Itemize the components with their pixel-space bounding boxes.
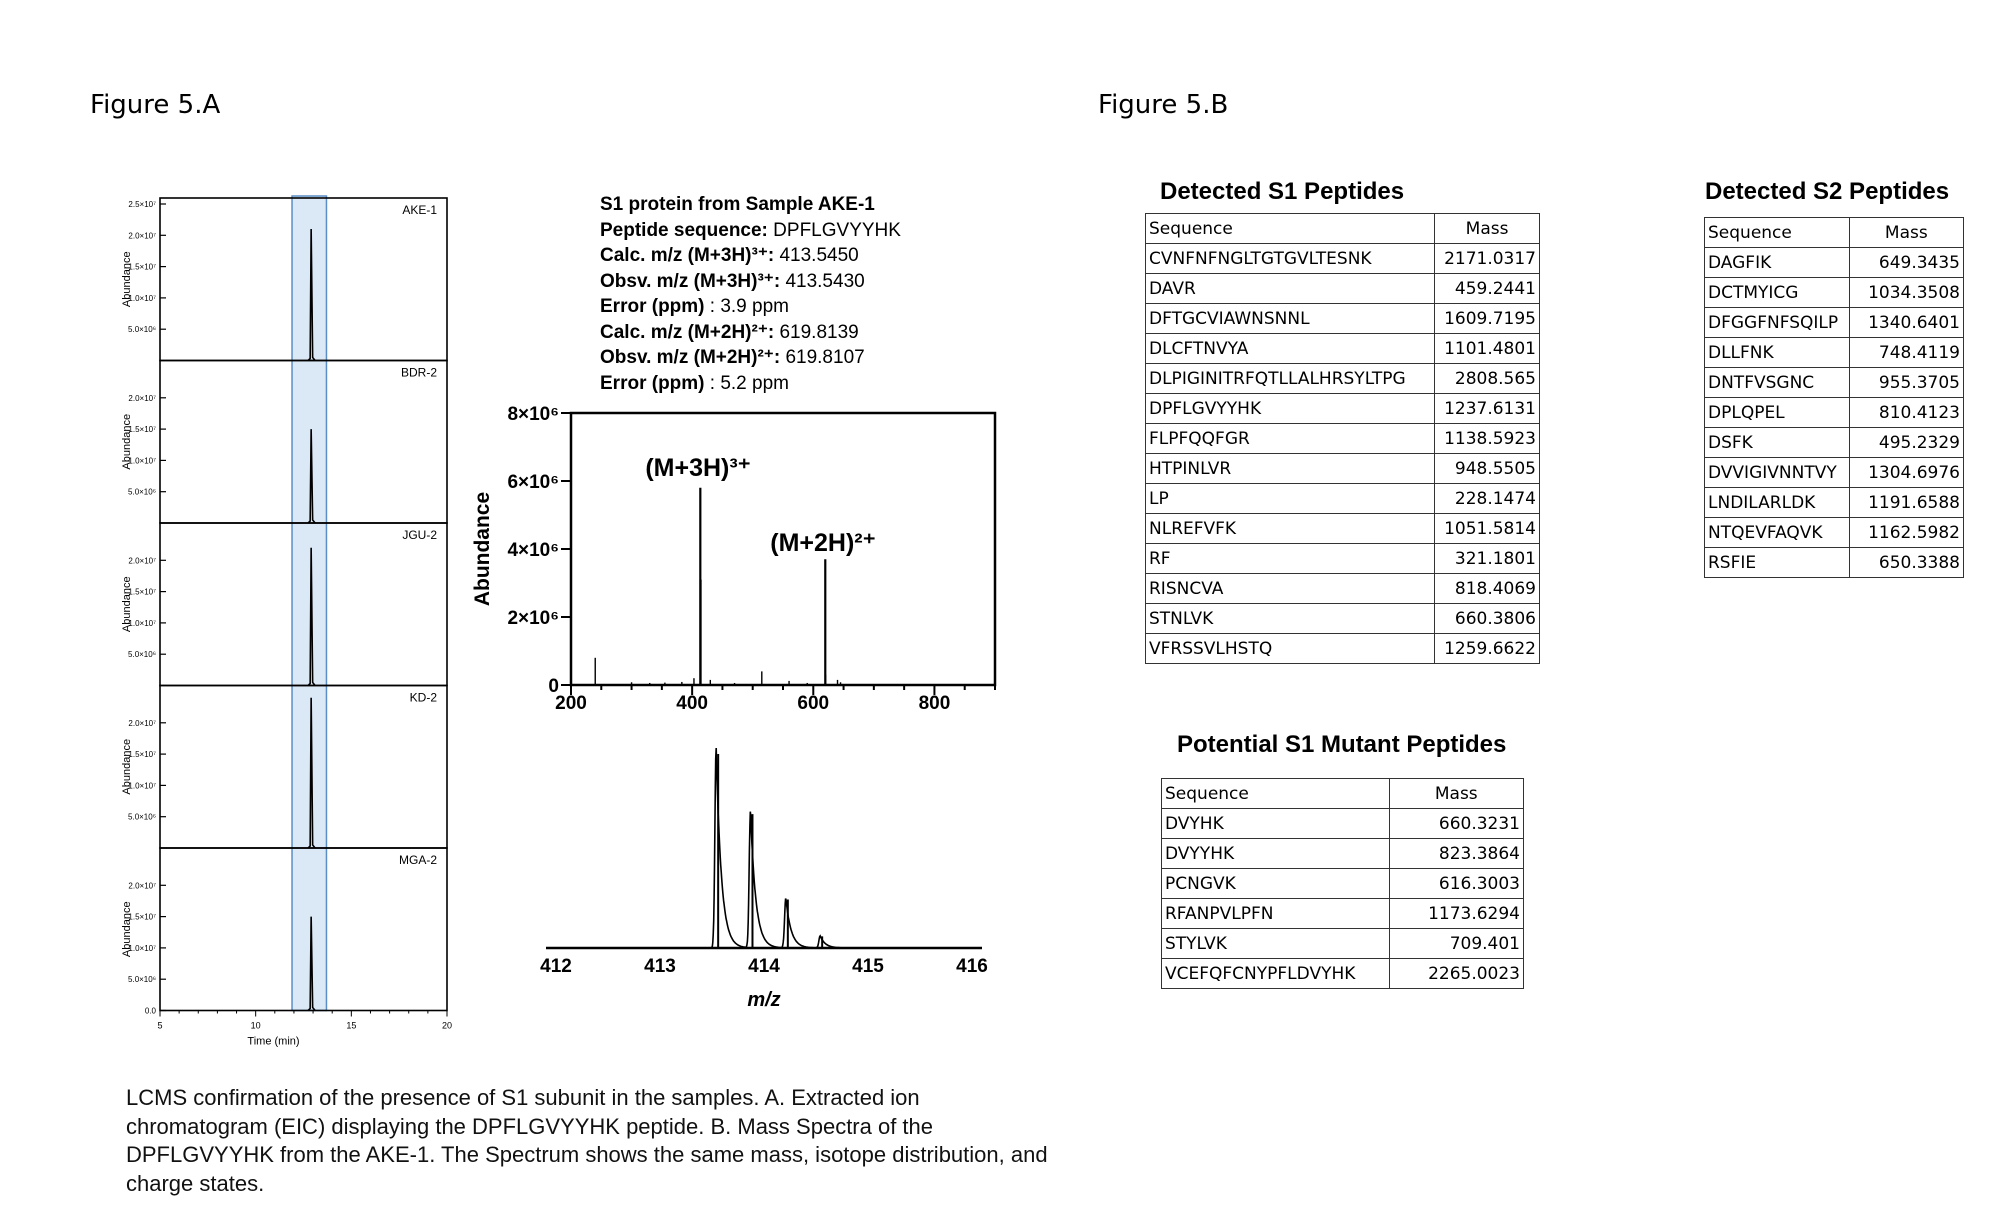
sequence-cell: DVYYHK (1162, 839, 1390, 869)
ms-x-tick-label: 200 (555, 693, 587, 714)
eic-y-tick-label: 2.0×10⁷ (128, 393, 156, 403)
mass-cell: 948.5505 (1435, 454, 1540, 484)
eic-x-tick-label: 10 (250, 1020, 261, 1031)
table-row (1146, 394, 1540, 424)
iso-x-tick-label: 416 (956, 956, 988, 977)
ms-y-axis-label: Abundance (471, 491, 494, 607)
table-row (1705, 338, 1964, 368)
header-mass: Mass (1435, 214, 1540, 244)
sequence-cell: NLREFVFK (1146, 514, 1435, 544)
eic-y-tick-label: 1.5×10⁷ (128, 425, 156, 435)
spectrum-info-value: 619.8107 (780, 347, 865, 368)
table-header-row (1162, 779, 1524, 809)
eic-y-tick-label: 1.5×10⁷ (128, 587, 156, 597)
eic-y-tick-label: 2.5×10⁷ (128, 200, 156, 209)
eic-y-tick-label: 5.0×10⁶ (128, 812, 156, 822)
ms-y-tick-label: 4×10⁶ (507, 540, 559, 561)
mass-cell: 818.4069 (1435, 574, 1540, 604)
mass-cell: 495.2329 (1849, 428, 1963, 458)
mass-cell: 650.3388 (1849, 548, 1963, 578)
mass-cell: 1138.5923 (1435, 424, 1540, 454)
eic-y-tick-label: 1.5×10⁷ (128, 262, 156, 272)
table-s2-title: Detected S2 Peptides (1705, 178, 1950, 205)
spectrum-info-value: DPFLGVYYHK (767, 219, 901, 241)
spectrum-info-value: 413.5430 (780, 270, 865, 292)
table-row (1162, 809, 1524, 839)
eic-y-axis-label: Abundance (121, 251, 133, 308)
spectrum-info-line (600, 371, 901, 397)
sequence-cell: LNDILARLDK (1705, 488, 1850, 518)
spectrum-info-value: : 3.9 ppm (704, 296, 789, 317)
spectrum-info-line (600, 294, 901, 320)
sequence-cell: VFRSSVLHSTQ (1146, 634, 1435, 664)
iso-x-tick-label: 413 (644, 956, 676, 977)
eic-y-tick-label: 2.0×10⁷ (128, 231, 156, 241)
mass-cell: 2808.565 (1435, 364, 1540, 394)
mass-cell: 1237.6131 (1435, 394, 1540, 424)
table-row (1146, 484, 1540, 514)
spectrum-info-line (600, 345, 901, 371)
sequence-cell: RSFIE (1705, 548, 1850, 578)
sequence-cell: DPFLGVYYHK (1146, 394, 1435, 424)
eic-panel (121, 523, 447, 686)
sequence-cell: STNLVK (1146, 604, 1435, 634)
sequence-cell: DLPIGINITRFQTLLALHRSYLTPG (1146, 364, 1435, 394)
eic-y-tick-label: 0.0 (144, 1006, 156, 1016)
ms-annotation-2h: (M+2H)²⁺ (770, 529, 876, 558)
table-s1-title: Detected S1 Peptides (1160, 178, 1405, 205)
eic-x-tick-label: 15 (346, 1020, 357, 1031)
mass-cell: 2171.0317 (1435, 244, 1540, 274)
sequence-cell: DSFK (1705, 428, 1850, 458)
sequence-cell: DCTMYICG (1705, 278, 1850, 308)
spectrum-info-label: Peptide sequence: (600, 219, 768, 241)
mass-cell: 709.401 (1389, 929, 1523, 959)
spectrum-info-label: Obsv. m/z (M+3H)³⁺: (600, 270, 781, 292)
spectrum-info-label: Calc. m/z (M+3H)³⁺: (600, 245, 775, 266)
eic-panel-label: MGA-2 (398, 853, 437, 867)
iso-x-tick-label: 414 (748, 956, 780, 977)
ms-y-tick-label: 6×10⁶ (507, 472, 559, 493)
header-sequence: Sequence (1705, 218, 1850, 248)
sequence-cell: VCEFQFCNYPFLDVYHK (1162, 959, 1390, 989)
mass-cell: 459.2441 (1435, 274, 1540, 304)
eic-y-tick-label: 1.5×10⁷ (128, 912, 156, 922)
table-row (1146, 454, 1540, 484)
mass-cell: 823.3864 (1389, 839, 1523, 869)
table-row (1146, 424, 1540, 454)
spectrum-info-line (600, 243, 901, 269)
header-mass: Mass (1849, 218, 1963, 248)
table-row (1162, 929, 1524, 959)
sequence-cell: HTPINLVR (1146, 454, 1435, 484)
sequence-cell: DNTFVSGNC (1705, 368, 1850, 398)
mass-cell: 321.1801 (1435, 544, 1540, 574)
header-sequence: Sequence (1162, 779, 1390, 809)
table-row (1146, 304, 1540, 334)
table-row (1705, 278, 1964, 308)
table-row (1705, 248, 1964, 278)
sequence-cell: LP (1146, 484, 1435, 514)
iso-profile (556, 748, 972, 948)
mass-cell: 660.3806 (1435, 604, 1540, 634)
spectrum-info-label: Calc. m/z (M+2H)²⁺: (600, 321, 775, 343)
mass-cell: 649.3435 (1849, 248, 1963, 278)
sequence-cell: NTQEVFAQVK (1705, 518, 1850, 548)
sequence-cell: DPLQPEL (1705, 398, 1850, 428)
table-row (1162, 869, 1524, 899)
mass-cell: 2265.0023 (1389, 959, 1523, 989)
table-header-row (1146, 214, 1540, 244)
table-s1 (1145, 213, 1540, 664)
iso-x-tick-label: 415 (852, 956, 884, 977)
mass-cell: 1034.3508 (1849, 278, 1963, 308)
table-row (1146, 244, 1540, 274)
eic-y-axis-label: Abundance (121, 576, 133, 633)
table-row (1705, 428, 1964, 458)
mass-cell: 1051.5814 (1435, 514, 1540, 544)
table-row (1705, 548, 1964, 578)
table-row (1146, 274, 1540, 304)
table-row (1146, 604, 1540, 634)
mass-cell: 228.1474 (1435, 484, 1540, 514)
table-row (1705, 518, 1964, 548)
spectrum-info-value: 619.8139 (774, 321, 859, 343)
table-row (1705, 398, 1964, 428)
mass-cell: 810.4123 (1849, 398, 1963, 428)
mass-cell: 1101.4801 (1435, 334, 1540, 364)
header-sequence: Sequence (1146, 214, 1435, 244)
eic-panel (121, 198, 447, 361)
spectrum-info (600, 192, 901, 396)
eic-y-tick-label: 2.0×10⁷ (128, 718, 156, 728)
eic-y-tick-label: 1.5×10⁷ (128, 750, 156, 760)
mass-cell: 1304.6976 (1849, 458, 1963, 488)
sequence-cell: RFANPVLPFN (1162, 899, 1390, 929)
ms-y-tick-label: 0 (548, 676, 559, 697)
mass-cell: 1173.6294 (1389, 899, 1523, 929)
eic-y-axis-label: Abundance (121, 413, 133, 470)
ms-x-tick-label: 400 (676, 693, 708, 714)
eic-y-tick-label: 1.0×10⁷ (128, 456, 156, 466)
mass-cell: 1609.7195 (1435, 304, 1540, 334)
eic-y-axis-label: Abundance (121, 738, 133, 795)
header-mass: Mass (1389, 779, 1523, 809)
sequence-cell: DVYHK (1162, 809, 1390, 839)
spectrum-info-label: Error (ppm) (600, 296, 705, 317)
mass-cell: 1340.6401 (1849, 308, 1963, 338)
table-row (1162, 899, 1524, 929)
table-row (1705, 308, 1964, 338)
table-row (1705, 368, 1964, 398)
table-row (1162, 839, 1524, 869)
sequence-cell: STYLVK (1162, 929, 1390, 959)
table-row (1162, 959, 1524, 989)
spectrum-info-value: : 5.2 ppm (704, 372, 789, 394)
highlight-band (292, 196, 326, 1011)
sequence-cell: DLCFTNVYA (1146, 334, 1435, 364)
sequence-cell: DFGGFNFSQILP (1705, 308, 1850, 338)
eic-x-tick-label: 20 (441, 1020, 453, 1031)
table-mutant (1161, 778, 1524, 989)
spectrum-info-value: 413.5450 (774, 245, 859, 266)
mass-cell: 660.3231 (1389, 809, 1523, 839)
ms-x-tick-label: 800 (918, 693, 951, 714)
table-row (1146, 544, 1540, 574)
ms-annotation-3h: (M+3H)³⁺ (645, 453, 751, 482)
mass-spectrum-chart (465, 395, 1005, 715)
eic-y-tick-label: 1.0×10⁷ (128, 781, 156, 791)
mass-cell: 748.4119 (1849, 338, 1963, 368)
eic-y-tick-label: 5.0×10⁶ (128, 487, 156, 497)
eic-y-tick-label: 2.0×10⁷ (128, 881, 156, 891)
eic-y-tick-label: 1.0×10⁷ (128, 618, 156, 628)
eic-y-axis-label: Abundance (121, 901, 133, 958)
eic-chromatograms (110, 190, 470, 1060)
table-row (1146, 574, 1540, 604)
sequence-cell: RF (1146, 544, 1435, 574)
eic-y-tick-label: 5.0×10⁶ (128, 650, 156, 660)
spectrum-info-line (600, 218, 901, 244)
eic-panel (121, 686, 447, 849)
spectrum-info-line (600, 269, 901, 295)
table-header-row (1705, 218, 1964, 248)
spectrum-info-label: Obsv. m/z (M+2H)²⁺: (600, 347, 781, 368)
ms-y-tick-label: 2×10⁶ (507, 608, 559, 629)
sequence-cell: DLLFNK (1705, 338, 1850, 368)
figure-caption: LCMS confirmation of the presence of S1 subunit in the samples. A. Extracted ion chromatogram (EIC) displaying the DPFLGVYYHK peptide. B. Mass Spectra of the DPFLGVYYHK from the AKE-1. The Spectrum shows the same mass, isotope distribution, and charge states. (126, 1085, 1048, 1196)
table-s2 (1704, 217, 1964, 578)
table-row (1705, 458, 1964, 488)
table-row (1146, 334, 1540, 364)
figure-5b-label: Figure 5.B (1098, 90, 1229, 120)
eic-panel-label: KD-2 (409, 690, 437, 705)
spectrum-info-line (600, 320, 901, 346)
eic-x-tick-label: 5 (157, 1020, 163, 1031)
table-row (1146, 364, 1540, 394)
ms-y-tick-label: 8×10⁶ (507, 404, 559, 425)
table-row (1146, 514, 1540, 544)
eic-y-tick-label: 5.0×10⁶ (128, 325, 156, 335)
eic-panel (121, 361, 447, 524)
isotope-zoom-chart (530, 740, 1010, 1020)
table-mutant-title: Potential S1 Mutant Peptides (1177, 731, 1507, 758)
sequence-cell: DFTGCVIAWNSNNL (1146, 304, 1435, 334)
eic-x-axis-label: Time (min) (247, 1035, 300, 1048)
eic-panel-label: BDR-2 (400, 365, 437, 380)
ms-x-tick-label: 600 (797, 693, 830, 714)
eic-y-tick-label: 5.0×10⁶ (128, 975, 156, 985)
table-row (1146, 634, 1540, 664)
mass-cell: 1162.5982 (1849, 518, 1963, 548)
eic-panel-label: AKE-1 (402, 203, 437, 217)
table-row (1705, 488, 1964, 518)
sequence-cell: CVNFNFNGLTGTGVLTESNK (1146, 244, 1435, 274)
mass-cell: 616.3003 (1389, 869, 1523, 899)
sequence-cell: DVVIGIVNNTVY (1705, 458, 1850, 488)
mass-cell: 1191.6588 (1849, 488, 1963, 518)
sequence-cell: RISNCVA (1146, 574, 1435, 604)
eic-panel-label: JGU-2 (402, 528, 437, 542)
sequence-cell: DAVR (1146, 274, 1435, 304)
iso-x-axis-label: m/z (747, 989, 781, 1011)
sequence-cell: FLPFQQFGR (1146, 424, 1435, 454)
spectrum-info-label: Error (ppm) (600, 372, 705, 394)
eic-y-tick-label: 2.0×10⁷ (128, 556, 156, 566)
eic-y-tick-label: 1.0×10⁷ (128, 293, 156, 303)
mass-cell: 1259.6622 (1435, 634, 1540, 664)
eic-panel (121, 848, 447, 1016)
sequence-cell: DAGFIK (1705, 248, 1850, 278)
spectrum-info-title: S1 protein from Sample AKE-1 (600, 194, 875, 215)
iso-x-tick-label: 412 (540, 956, 572, 977)
sequence-cell: PCNGVK (1162, 869, 1390, 899)
figure-5a-label: Figure 5.A (90, 90, 221, 120)
eic-y-tick-label: 1.0×10⁷ (128, 943, 156, 953)
mass-cell: 955.3705 (1849, 368, 1963, 398)
